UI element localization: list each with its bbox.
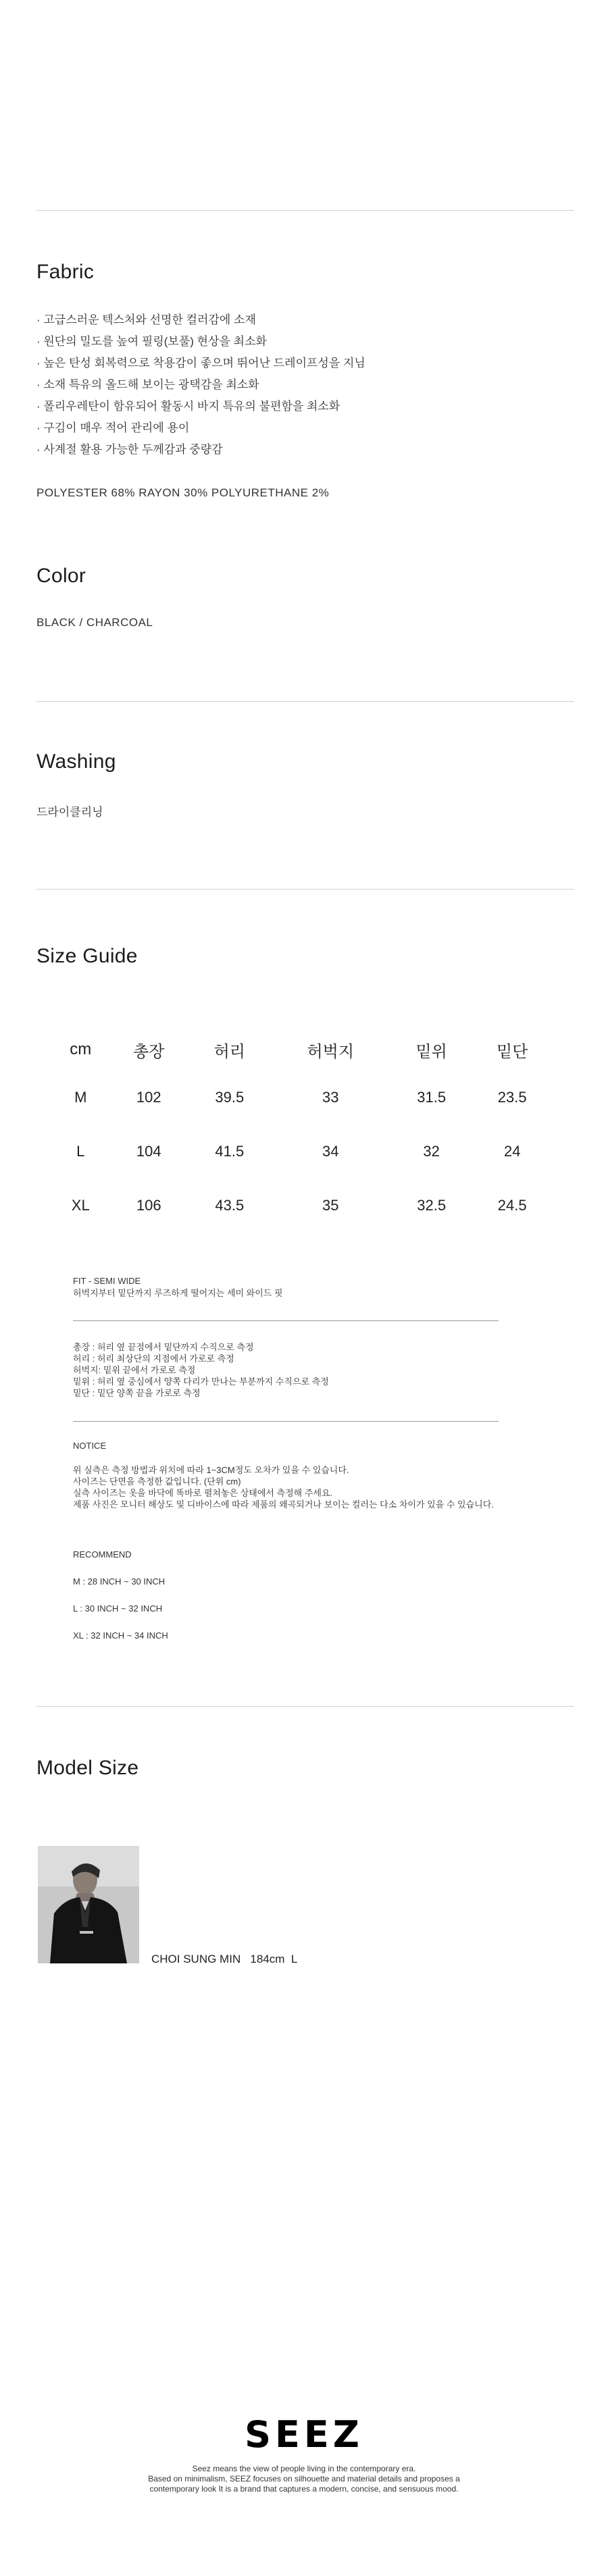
fabric-composition: POLYESTER 68% RAYON 30% POLYURETHANE 2%	[36, 486, 330, 499]
fit-divider	[73, 1320, 499, 1321]
size-cell: 34	[322, 1143, 339, 1160]
size-header-hem: 밑단	[497, 1042, 528, 1061]
model-size-title: Model Size	[36, 1757, 139, 1779]
measure-note: 허벅지: 밑위 끝에서 가로로 측정	[73, 1365, 196, 1375]
model-photo	[38, 1846, 139, 1963]
divider-size-model	[36, 1706, 574, 1707]
divider-washing-size	[36, 889, 574, 890]
size-cell: 23.5	[497, 1089, 527, 1106]
notice-line: 사이즈는 단면을 측정한 값입니다. (단위 cm)	[73, 1476, 241, 1487]
fabric-bullet: · 높은 탄성 회복력으로 착용감이 좋으며 뛰어난 드레이프성을 지님	[36, 357, 365, 369]
fabric-bullet: · 폴리우레탄이 함유되어 활동시 바지 특유의 불편함을 최소화	[36, 400, 340, 413]
size-cell: XL	[71, 1197, 90, 1214]
size-header-unit: cm	[70, 1040, 92, 1058]
size-cell: 24.5	[497, 1197, 527, 1214]
size-header-waist: 허리	[213, 1042, 245, 1061]
brand-description	[0, 2464, 608, 2494]
size-cell: 31.5	[417, 1089, 447, 1106]
measure-note: 밑위 : 허리 옆 중심에서 양쪽 다리가 만나는 부분까지 수직으로 측정	[73, 1376, 329, 1387]
notice-line: 실측 사이즈는 옷을 바닥에 똑바로 펼쳐놓은 상태에서 측정해 주세요.	[73, 1488, 333, 1498]
table-row	[53, 1071, 553, 1125]
measure-note: 총장 : 허리 옆 끝점에서 밑단까지 수직으로 측정	[73, 1342, 254, 1352]
size-cell: 32	[423, 1143, 440, 1160]
size-cell: M	[74, 1089, 87, 1106]
size-cell: 33	[322, 1089, 339, 1106]
divider-top	[36, 210, 574, 211]
size-cell: 35	[322, 1197, 339, 1214]
notice-label: NOTICE	[73, 1441, 107, 1451]
size-cell: L	[76, 1143, 85, 1160]
size-cell: 43.5	[215, 1197, 245, 1214]
brand-description-line: Seez means the view of people living in the contemporary era.	[192, 2464, 416, 2473]
recommend-item: L : 30 INCH ~ 32 INCH	[73, 1603, 163, 1614]
measure-note: 허리 : 허리 최상단의 지점에서 가로로 측정	[73, 1354, 234, 1364]
size-cell: 102	[136, 1089, 161, 1106]
table-row	[53, 1125, 553, 1179]
size-cell: 32.5	[417, 1197, 447, 1214]
washing-value: 드라이클리닝	[36, 806, 103, 819]
size-cell: 24	[503, 1143, 521, 1160]
size-guide-title: Size Guide	[36, 945, 138, 967]
measure-notes	[73, 1341, 329, 1399]
size-header-rise: 밑위	[415, 1042, 447, 1061]
measure-note: 밑단 : 밑단 양쪽 끝을 가로로 측정	[73, 1388, 201, 1398]
table-row	[53, 1179, 553, 1233]
fabric-title: Fabric	[36, 261, 95, 283]
notice-line: 위 실측은 측정 방법과 위치에 따라 1~3CM정도 오차가 있을 수 있습니다.	[73, 1465, 349, 1475]
notice-lines	[73, 1464, 494, 1510]
color-title: Color	[36, 565, 86, 587]
notes-divider	[73, 1421, 499, 1422]
size-table-header-row	[53, 1029, 553, 1071]
brand-description-line: Based on minimalism, SEEZ focuses on silhouette and material details and proposes a	[148, 2474, 460, 2483]
fabric-bullet: · 구김이 매우 적어 관리에 용이	[36, 421, 190, 434]
size-table	[53, 1029, 553, 1233]
size-cell: 104	[136, 1143, 161, 1160]
fabric-bullet: · 고급스러운 텍스처와 선명한 컬러감에 소재	[36, 313, 256, 326]
size-cell: 106	[136, 1197, 161, 1214]
seez-logo: SEEZ	[245, 2413, 363, 2456]
size-cell: 41.5	[215, 1143, 245, 1160]
fabric-bullet: · 원단의 밀도를 높여 필링(보풀) 현상을 최소화	[36, 335, 267, 348]
fit-description: 허벅지부터 밑단까지 루즈하게 떨어지는 세미 와이드 핏	[73, 1288, 283, 1298]
recommend-label: RECOMMEND	[73, 1549, 132, 1560]
washing-title: Washing	[36, 750, 116, 773]
size-header-length: 총장	[133, 1042, 165, 1061]
color-value: BLACK / CHARCOAL	[36, 616, 153, 629]
fit-label: FIT - SEMI WIDE	[73, 1276, 141, 1286]
recommend-item: XL : 32 INCH ~ 34 INCH	[73, 1630, 168, 1641]
fabric-bullet-list	[36, 309, 577, 461]
model-info: CHOI SUNG MIN 184cm L	[151, 1953, 298, 1965]
fabric-bullet: · 소재 특유의 올드해 보이는 광택감을 최소화	[36, 378, 259, 391]
notice-line: 제품 사진은 모니터 해상도 및 디바이스에 따라 제품의 왜곡되거나 보이는 컬러는 다소 차이가 있을 수 있습니다.	[73, 1499, 494, 1510]
size-header-thigh: 허벅지	[307, 1042, 355, 1061]
fabric-bullet: · 사계절 활용 가능한 두께감과 중량감	[36, 443, 223, 456]
divider-color-washing	[36, 701, 574, 702]
size-cell: 39.5	[215, 1089, 245, 1106]
brand-description-line: contemporary look It is a brand that captures a modern, concise, and sensuous mood.	[149, 2484, 459, 2494]
model-photo-illustration	[38, 1846, 139, 1963]
recommend-item: M : 28 INCH ~ 30 INCH	[73, 1576, 166, 1587]
